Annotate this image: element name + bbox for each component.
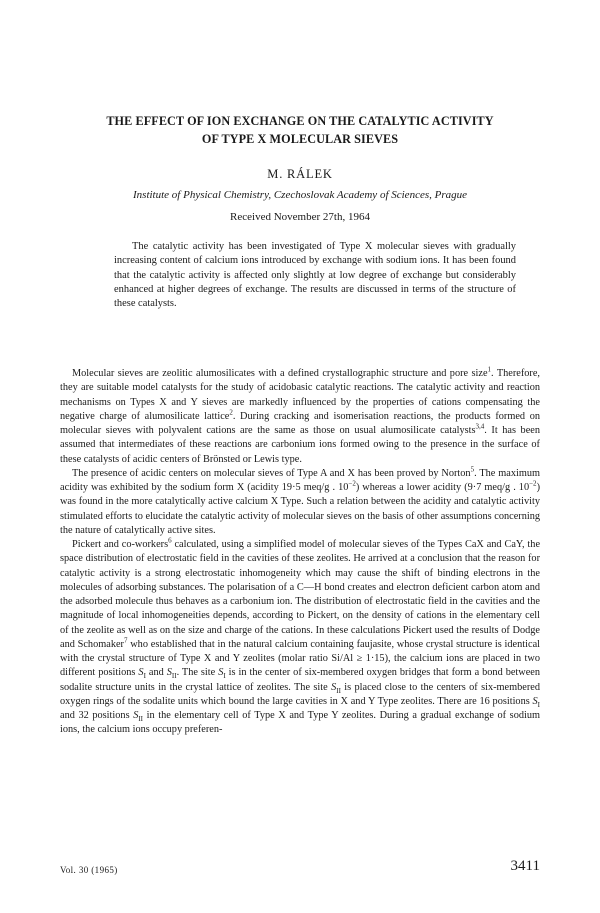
author-affiliation: Institute of Physical Chemistry, Czechoslovak Academy of Sciences, Prague <box>133 189 467 201</box>
title-line-2: OF TYPE X MOLECULAR SIEVES <box>201 132 399 146</box>
received-date: Received November 27th, 1964 <box>230 211 370 223</box>
citation-1: 1 <box>487 365 492 374</box>
citation-6: 6 <box>168 536 172 545</box>
paragraph-2: The presence of acidic centers on molecular sieves of Type A and X has been proved by Norton$^5$. The maximum acidity was exhibited by the sodium form X (acidity 19·5 meq/g . $10^{-2}$) whereas a lower acidity (9·7 meq/g . $10^{-2}$) was found in the more catalytically active calcium X Type. Such a relation between the acidity and catalytic activity stimulated efforts to elucidate the catalytic activity of molecular sieves on the basis of other assumptions concerning the nature of catalytically active sites. <box>60 465 540 536</box>
citation-7: 7 <box>123 636 128 645</box>
paper-title <box>60 112 540 148</box>
journal-volume: Vol. 30 (1965) <box>60 865 118 875</box>
exponent: −2 <box>348 479 356 488</box>
abstract-text: The catalytic activity has been investigated of Type X molecular sieves with gradually increasing content of calcium ions introduced by exchange with sodium ions. It has been found that the catalytic activity is affected only slightly at low degree of exchange but considerably enhanced at higher degrees of exchange. The results are discussed in terms of the structure of these catalysts. <box>114 241 516 310</box>
author-name: M. RÁLEK <box>267 167 333 181</box>
citation-3-4: 3,4 <box>475 422 485 431</box>
paragraph-1: Molecular sieves are zeolitic alumosilicates with a defined crystallographic structure and pore size$^1$. Therefore, they are suitable model catalysts for the study of acidobasic catalytic reactions. The catalytic activity and reaction mechanisms on Types X and Y sieves are markedly influenced by the properties of cations compensating the negative charge of alumosilicate lattice$^2$. During cracking and isomerisation reactions, the products formed on molecular sieves with polyvalent cations are the same as those on usual alumosilicate catalysts$^{3,4}$. It has been assumed that intermediates of these reactions are carbonium ions formed owing to the presence in the surface of these catalysts of acidic centers of Brönsted or Lewis type. <box>60 365 540 465</box>
page-number: 3411 <box>510 858 540 874</box>
citation-2: 2 <box>229 408 233 417</box>
body-text <box>60 367 540 738</box>
abstract <box>114 240 516 311</box>
paragraph-3: Pickert and co-workers$^6$ calculated, using a simplified model of molecular sieves of the Types CaX and CaY, the space distribution of electrostatic field in the cavities of these zeolites. He arrived at a conclusion that the reason for catalytic activity is a strong electrostatic inhomogeneity which may cause the shift of binding electrons in the molecules of adsorbing substances. The polarisation of a C—H bond creates and electron deficient carbon atom and the adsorbed molecule thus behaves as a carbonium ion. The distribution of electrostatic field in the cavities and the magnitude of local inhomogeneities depends, according to Pickert, on the density of cations in the elementary cell of the zeolite as well as on the size and charge of the cations. In these calculations Pickert used the results of Dodge and Schomaker$^7$ who established that in the natural calcium containing faujasite, whose crystal structure is identical with the crystal structure of Type X and Y zeolites (molar ratio Si/Al ≥ 1·15), the calcium ions are placed in two different positions $S_I$ and $S_{II}$. The site $S_I$ is in the center of six-membered oxygen bridges that form a bond between sodalite structure units in the crystal lattice of zeolites. The site $S_{II}$ is placed close to the centers of six-membered oxygen rings of the sodalite units which bound the large cavities in X and Y Type zeolites. There are 16 positions $S_I$ and 32 positions $S_{II}$ in the elementary cell of Type X and Type Y zeolites. During a gradual exchange of sodium ions, the calcium ions occupy preferen- <box>60 536 541 736</box>
title-line-1: THE EFFECT OF ION EXCHANGE ON THE CATALYTIC ACTIVITY <box>106 114 494 128</box>
citation-5: 5 <box>470 465 475 474</box>
exponent: −2 <box>529 479 537 488</box>
